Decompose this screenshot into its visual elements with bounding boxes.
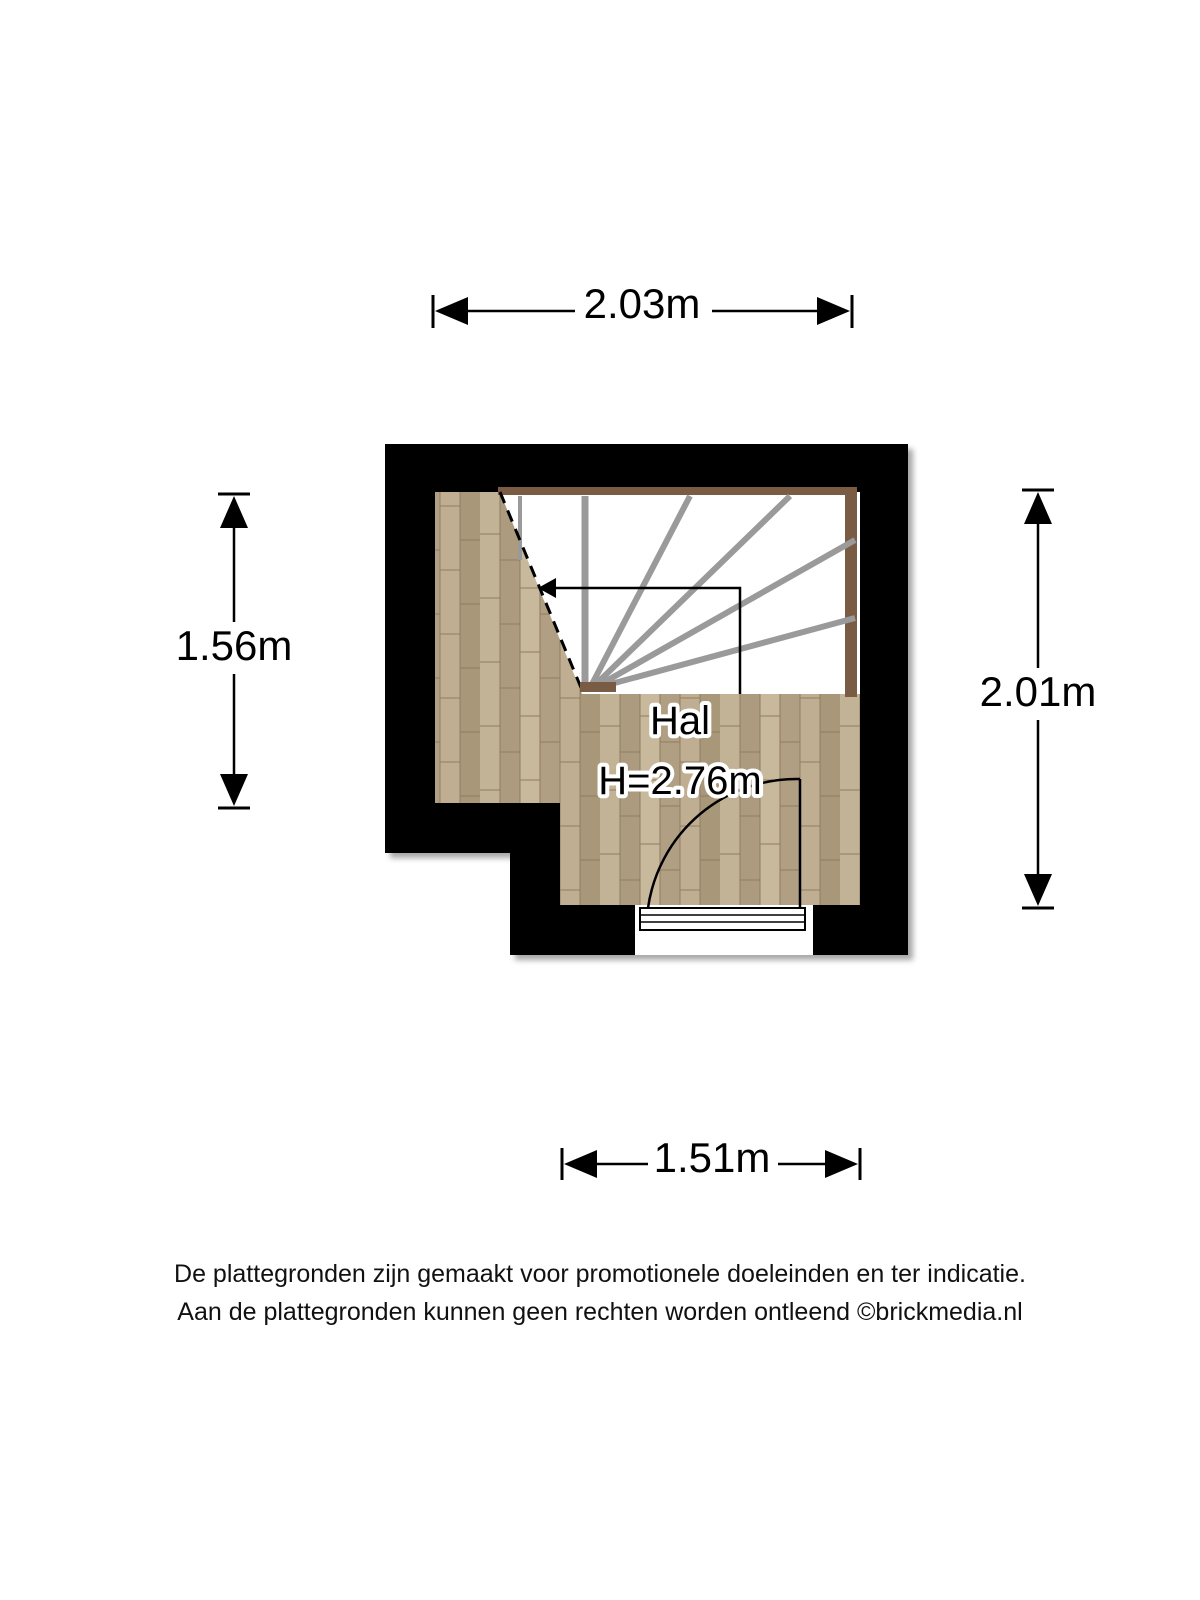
room-name: Hal [649,699,711,743]
disclaimer [0,1255,1200,1331]
disclaimer-line-1: De plattegronden zijn gemaakt voor promotionele doeleinden en ter indicatie. [174,1260,1026,1288]
dimension-right-label: 2.01m [979,668,1097,715]
room-height: H=2.76m [598,759,762,803]
disclaimer-line-2: Aan de plattegronden kunnen geen rechten worden ontleend ©brickmedia.nl [177,1298,1023,1326]
dimension-bottom [562,1134,860,1181]
dimension-left-label: 1.56m [175,622,293,669]
dimension-right [968,490,1108,908]
dimension-bottom-label: 1.51m [653,1134,771,1181]
dimension-top [433,280,852,328]
dimension-left [165,494,305,808]
dimension-top-label: 2.03m [583,280,701,327]
